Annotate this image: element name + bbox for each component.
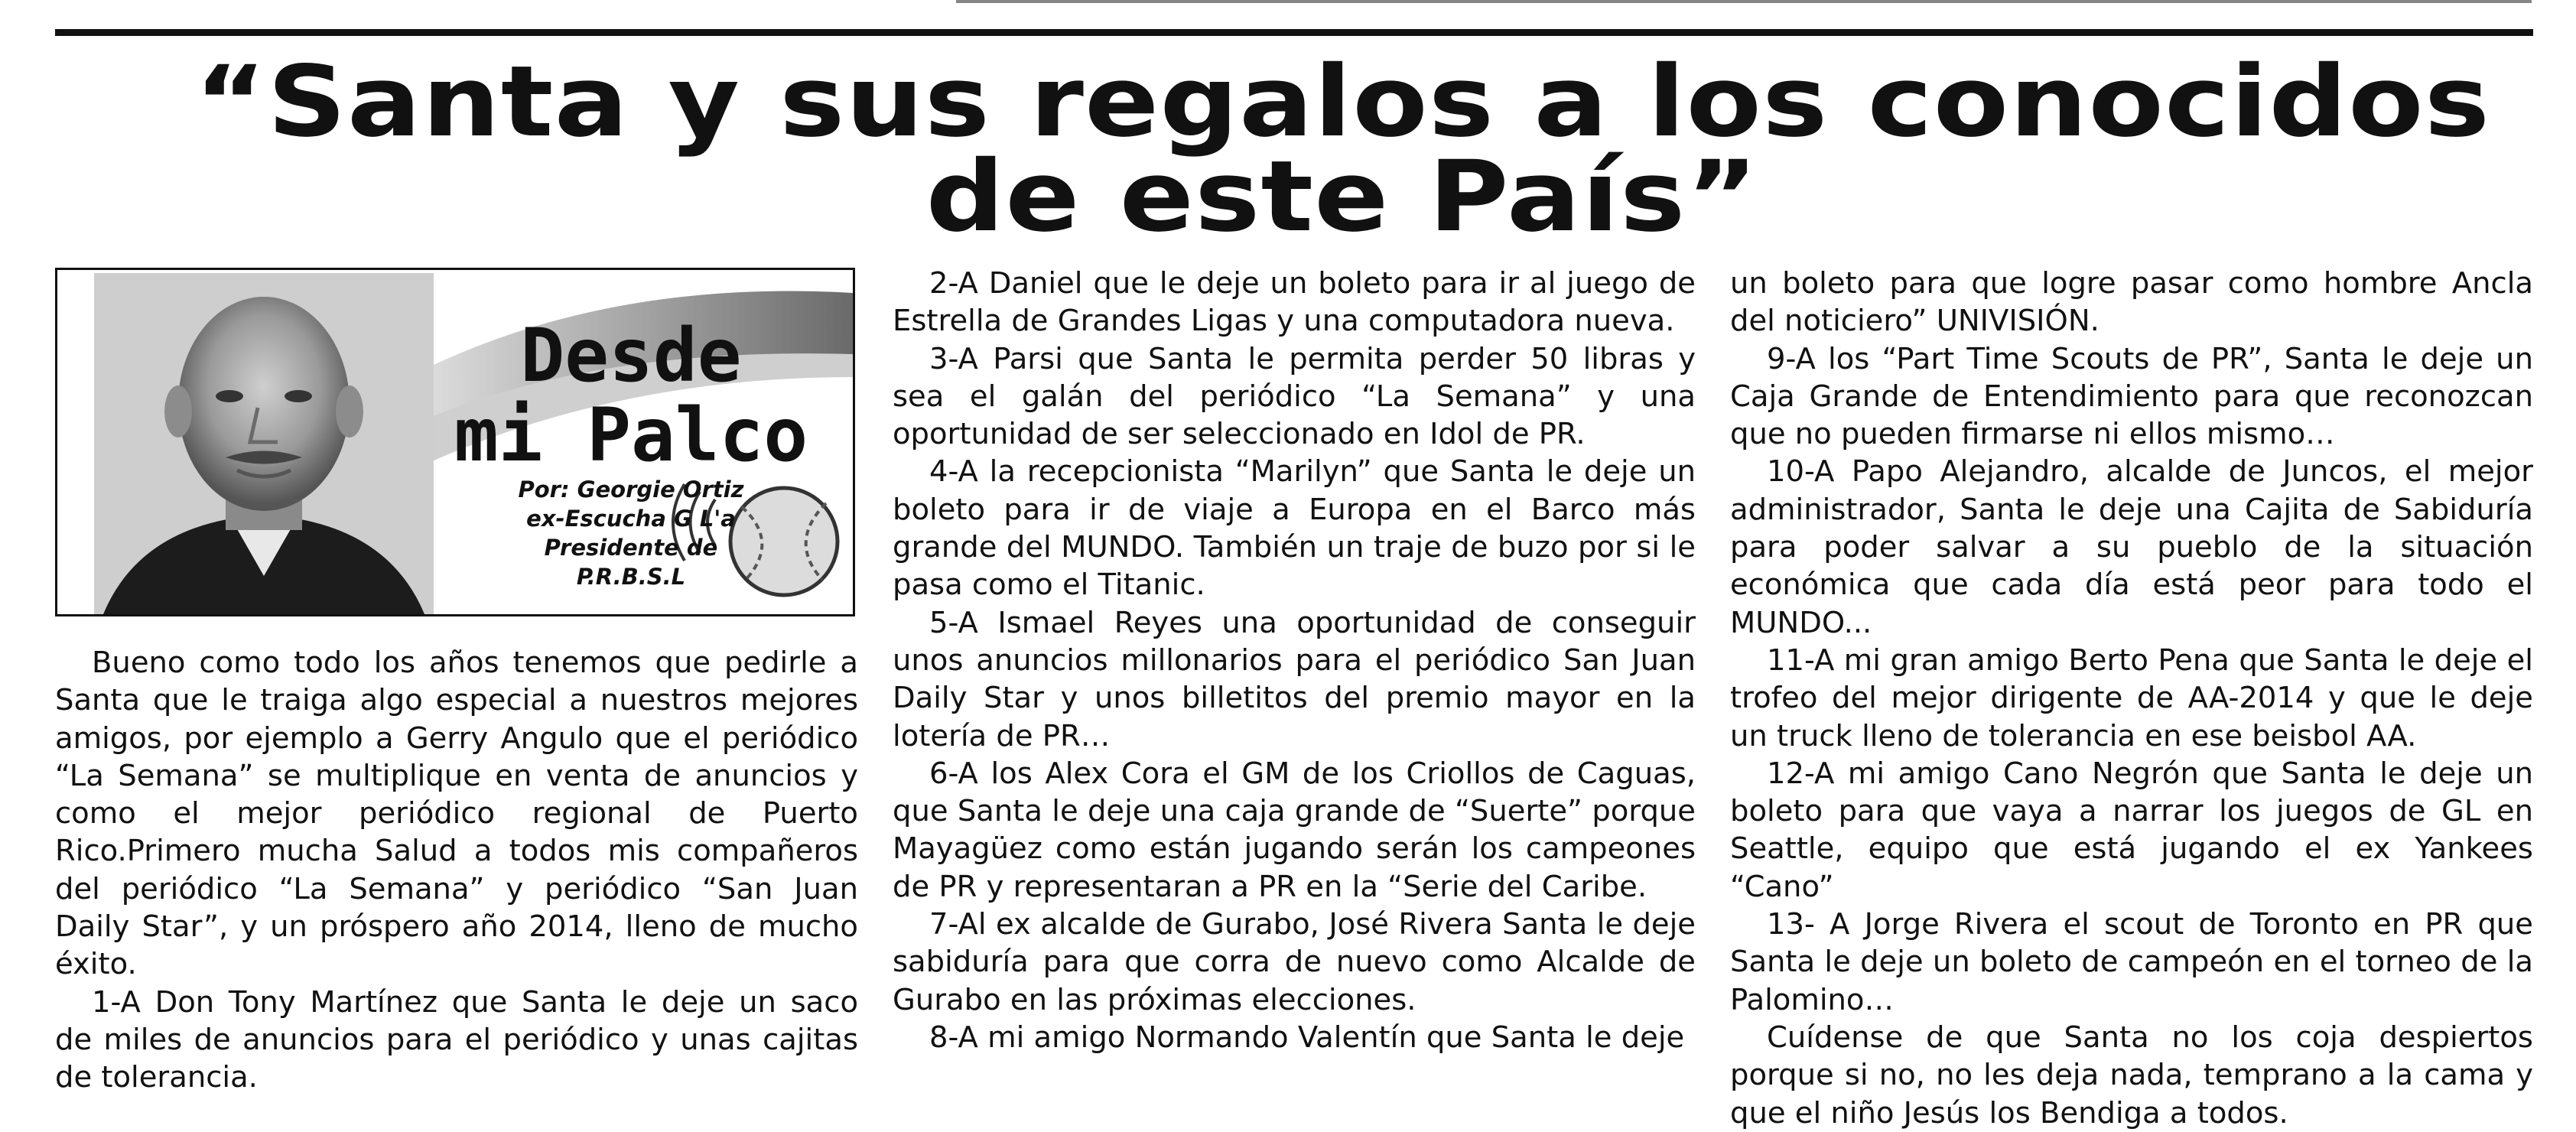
top-rule (55, 29, 2533, 36)
paragraph: Cuídense de que Santa no los coja despiertos porque si no, no les deja nada, temprano a la cama y que el niño Jesús los Bendiga a todos. (1730, 1020, 2533, 1130)
logo-title-line-1: Desde (520, 313, 742, 398)
logo-title-line-2: mi Palco (454, 392, 808, 478)
paragraph: 8-A mi amigo Normando Valentín que Santa le deje (929, 1020, 1685, 1055)
byline-title: ex-Escucha G L'a (526, 506, 736, 532)
byline-role: Presidente de (544, 535, 718, 561)
headline-line-1: “Santa y sus regalos a los conocidos (194, 45, 2491, 159)
paragraph: 5-A Ismael Reyes una oportunidad de conseguir unos anuncios millonarios para el periódico San Juan Daily Star y unos billetitos del premio mayor en la lotería de PR… (893, 605, 1696, 753)
paragraph: 1-A Don Tony Martínez que Santa le deje un saco de miles de anuncios para el periódico y unas cajitas de tolerancia. (55, 984, 858, 1095)
paragraph: 6-A los Alex Cora el GM de los Criollos de Caguas, que Santa le deje una caja grande de “Suerte” porque Mayagüez como están jugando serán los campeones de PR y representaran a PR en la “Serie del Caribe. (893, 756, 1696, 904)
paragraph: 13- A Jorge Rivera el scout de Toronto en PR que Santa le deje un boleto de campeón en el torneo de la Palomino… (1730, 907, 2533, 1017)
byline-org: P.R.B.S.L (576, 564, 686, 590)
paragraph: 3-A Parsi que Santa le permita perder 50 libras y sea el galán del periódico “La Semana” y una oportunidad de ser seleccionado en Idol de PR. (893, 341, 1696, 452)
logo-byline (486, 475, 776, 591)
article-column-1 (55, 644, 858, 1097)
paragraph: 11-A mi gran amigo Berto Pena que Santa le deje el trofeo del mejor dirigente de AA-2014 y que le deje un truck lleno de tolerancia en ese beisbol AA. (1730, 642, 2533, 753)
paragraph: 9-A los “Part Time Scouts de PR”, Santa le deje un Caja Grande de Entendimiento para que reconozcan que no pueden firmarse ni ellos mismo… (1730, 341, 2533, 452)
paragraph: 2-A Daniel que le deje un boleto para ir al juego de Estrella de Grandes Ligas y una computadora nueva. (893, 266, 1696, 339)
article-column-2 (893, 265, 1696, 1056)
headline-line-2: de este País” (925, 140, 1759, 254)
paragraph: Bueno como todo los años tenemos que pedirle a Santa que le traiga algo especial a nuestros mejores amigos, por ejemplo a Gerry Angulo que el periódico “La Semana” se multiplique en venta de anuncios y como el mejor periódico regional de Puerto Rico.Primero mucha Salud a todos mis compañeros del periódico “La Semana” y periódico “San Juan Daily Star”, y un próspero año 2014, lleno de mucho éxito. (55, 646, 858, 982)
author-photo (94, 273, 434, 614)
top-rule-thin (956, 0, 2532, 3)
paragraph: 10-A Papo Alejandro, alcalde de Juncos, el mejor administrador, Santa le deje una Cajita de Sabiduría para poder salvar a su pueblo de la situación económica que cada día está peor para todo el MUNDO... (1730, 454, 2533, 640)
article-column-3 (1730, 265, 2533, 1132)
paragraph: 12-A mi amigo Cano Negrón que Santa le deje un boleto para que vaya a narrar los juegos de GL en Seattle, equipo que está jugando el ex Yankees “Cano” (1730, 756, 2533, 904)
column-logo (55, 268, 855, 616)
logo-title (440, 313, 822, 478)
paragraph: un boleto para que logre pasar como hombre Ancla del noticiero” UNIVISIÓN. (1730, 266, 2533, 339)
paragraph: 4-A la recepcionista “Marilyn” que Santa le deje un boleto para ir de viaje a Europa en el Barco más grande del MUNDO. También un traje de buzo por si le pasa como el Titanic. (893, 454, 1696, 603)
headline (92, 45, 2576, 254)
byline-author: Por: Georgie Ortiz (518, 477, 744, 503)
paragraph: 7-Al ex alcalde de Gurabo, José Rivera Santa le deje sabiduría para que corra de nuevo como Alcalde de Gurabo en las próximas elecciones. (893, 907, 1696, 1017)
